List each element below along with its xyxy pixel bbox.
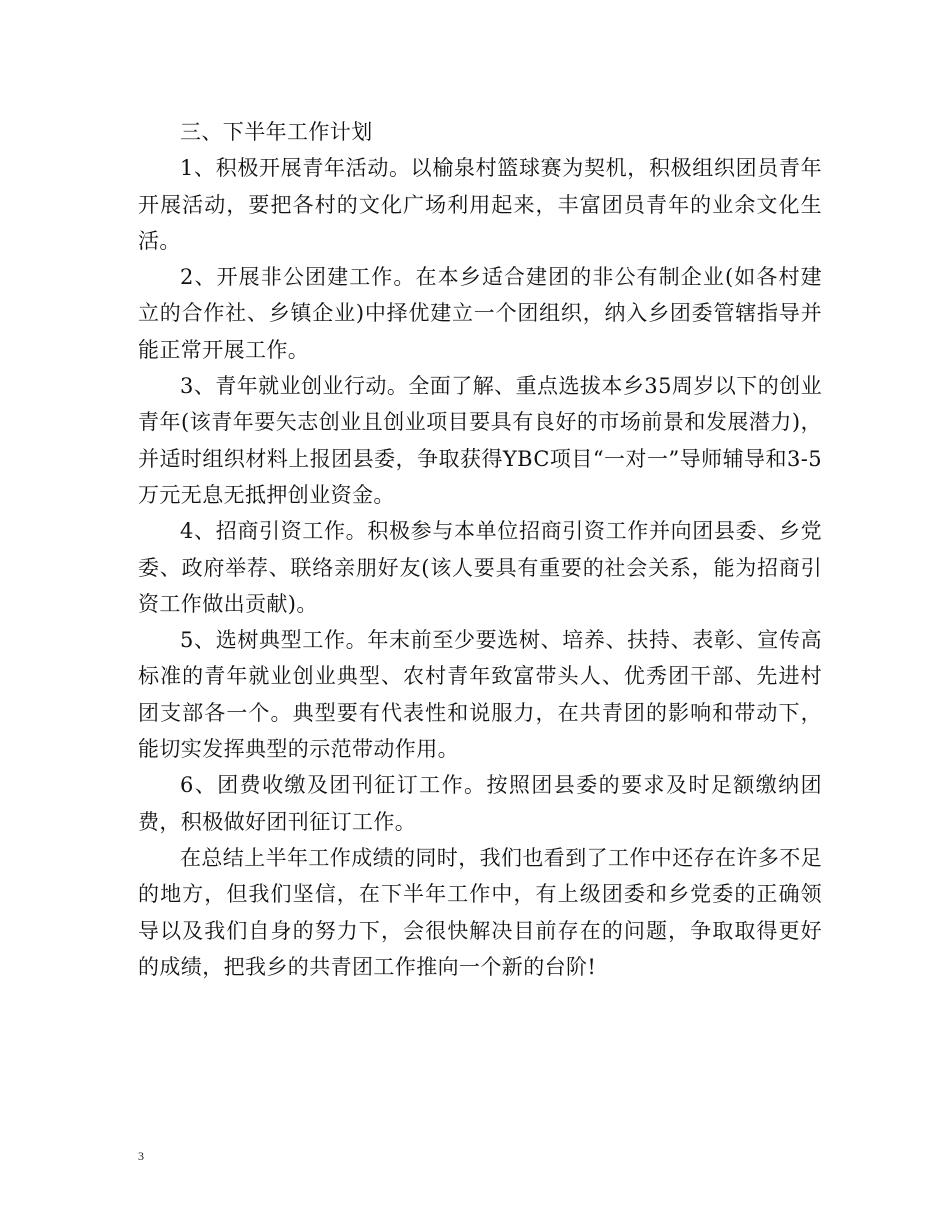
paragraph-youth-activities: 1、积极开展青年活动。以榆泉村篮球赛为契机，积极组织团员青年开展活动，要把各村的文化广场利用起来，丰富团员青年的业余文化生活。 bbox=[138, 156, 822, 253]
document-body bbox=[138, 114, 822, 985]
paragraph-investment-attraction: 4、招商引资工作。积极参与本单位招商引资工作并向团县委、乡党委、政府举荐、联络亲朋好友(该人要具有重要的社会关系，能为招商引资工作做出贡献)。 bbox=[138, 519, 822, 616]
page-number: 3 bbox=[138, 1149, 144, 1163]
paragraph-non-public-league-building: 2、开展非公团建工作。在本乡适合建团的非公有制企业(如各村建立的合作社、乡镇企业)中择优建立一个团组织，纳入乡团委管辖指导并能正常开展工作。 bbox=[138, 265, 822, 362]
paragraph-youth-employment: 3、青年就业创业行动。全面了解、重点选拔本乡35周岁以下的创业青年(该青年要矢志创业且创业项目要具有良好的市场前景和发展潜力)，并适时组织材料上报团县委，争取获得YBC项目“一对一”导师辅导和3-5万元无息无抵押创业资金。 bbox=[138, 374, 822, 507]
section-heading: 三、下半年工作计划 bbox=[180, 120, 373, 144]
paragraph-model-selection: 5、选树典型工作。年末前至少要选树、培养、扶持、表彰、宣传高标准的青年就业创业典型、农村青年致富带头人、优秀团干部、先进村团支部各一个。典型要有代表性和说服力，在共青团的影响和带动下，能切实发挥典型的示范带动作用。 bbox=[138, 628, 822, 762]
paragraph-conclusion: 在总结上半年工作成绩的同时，我们也看到了工作中还存在许多不足的地方，但我们坚信，在下半年工作中，有上级团委和乡党委的正确领导以及我们自身的努力下，会很快解决目前存在的问题，争取取得更好的成绩，把我乡的共青团工作推向一个新的台阶! bbox=[138, 845, 822, 979]
paragraph-league-fees: 6、团费收缴及团刊征订工作。按照团县委的要求及时足额缴纳团费，积极做好团刊征订工作。 bbox=[138, 773, 822, 834]
